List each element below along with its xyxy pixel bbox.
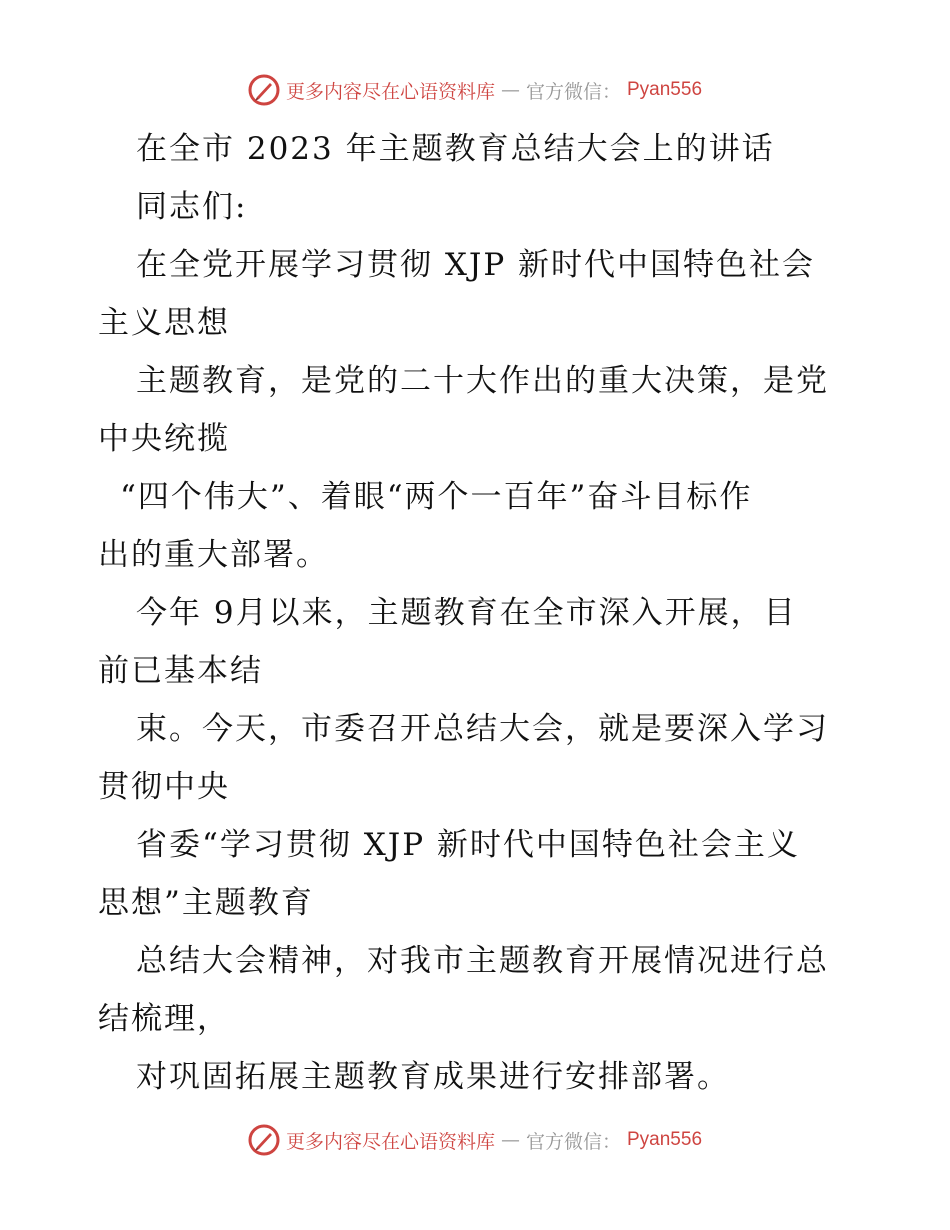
watermark-wechat-label: 官方微信： [525,80,621,103]
paragraph-line: 对巩固拓展主题教育成果进行安排部署。 [136,1059,730,1095]
paragraph-line: 主题教育，是党的二十大作出的重大决策，是党 [136,363,829,399]
watermark-brand: 更多内容尽在心语资料库 [285,1130,495,1153]
watermark-wechat-label: 官方微信： [525,1130,621,1153]
document-body [98,120,858,1106]
paragraph-line: 总结大会精神，对我市主题教育开展情况进行总 [136,943,829,979]
paragraph-line: 束。今天，市委召开总结大会，就是要深入学习 [136,711,829,747]
watermark-dash: — [500,79,520,101]
paragraph-line: 省委“学习贯彻 XJP 新时代中国特色社会主义 [136,827,800,863]
paragraph-line: “四个伟大”、着眼“两个一百年”奋斗目标作 [120,479,753,515]
watermark-footer [0,1120,950,1160]
paragraph-line: 前已基本结 [98,653,263,689]
watermark-dash: — [500,1129,520,1151]
paragraph-line: 贯彻中央 [98,769,230,805]
paragraph-line: 在全党开展学习贯彻 XJP 新时代中国特色社会 [136,247,816,283]
paragraph-line: 主义思想 [98,305,230,341]
watermark-wechat-id: Pyan556 [627,79,703,100]
document-title: 在全市 2023 年主题教育总结大会上的讲话 [136,131,775,167]
paragraph-line: 出的重大部署。 [98,537,329,573]
quill-pen-logo-icon [248,1124,280,1156]
paragraph-line: 结梳理， [98,1001,230,1037]
paragraph-line: 今年 9月以来，主题教育在全市深入开展，目 [136,595,797,631]
watermark-wechat-id: Pyan556 [627,1129,703,1150]
paragraph-line: 思想”主题教育 [98,885,314,921]
paragraph-line: 中央统揽 [98,421,230,457]
watermark-header [0,70,950,110]
salutation: 同志们: [136,189,248,225]
watermark-brand: 更多内容尽在心语资料库 [285,80,495,103]
quill-pen-logo-icon [248,74,280,106]
